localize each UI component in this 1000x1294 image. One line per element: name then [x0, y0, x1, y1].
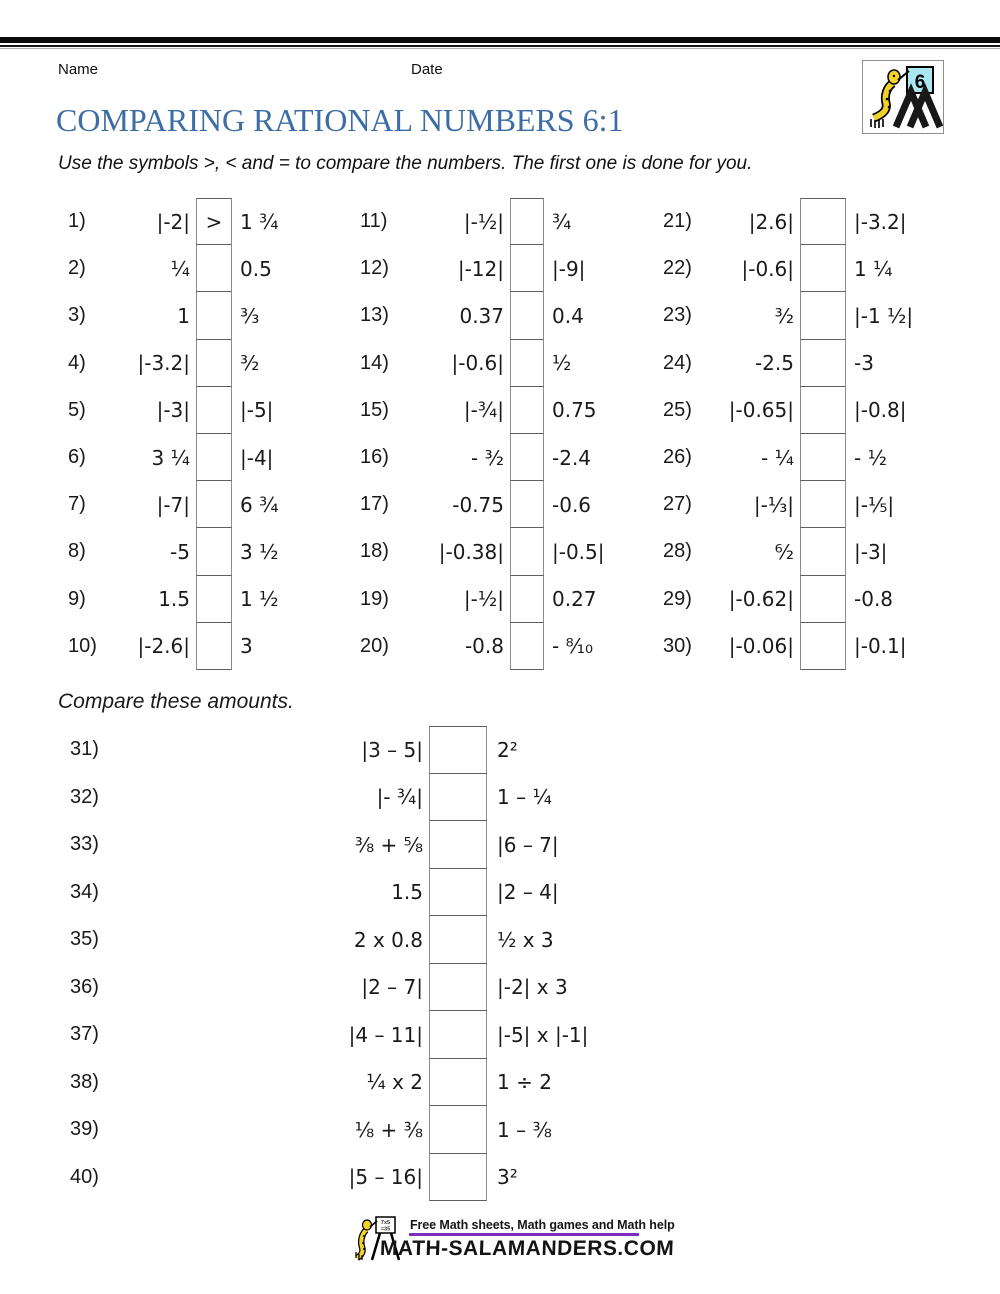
answer-box[interactable] — [196, 528, 232, 575]
problem-number: 28) — [663, 540, 692, 563]
problem-number: 18) — [360, 540, 389, 563]
left-value: |2.6| — [748, 209, 794, 234]
answer-box[interactable] — [800, 340, 846, 387]
problem-row — [70, 964, 588, 1012]
left-value: -5 — [170, 539, 190, 564]
problem-row — [360, 292, 605, 339]
answer-box[interactable] — [196, 434, 232, 481]
problem-number: 4) — [68, 351, 86, 374]
answer-box[interactable] — [800, 292, 846, 339]
answer-box[interactable] — [800, 528, 846, 575]
left-value: |-½| — [463, 209, 504, 234]
problem-row — [68, 623, 278, 670]
problem-number: 21) — [663, 210, 692, 233]
answer-box[interactable] — [800, 434, 846, 481]
problem-number: 32) — [70, 785, 99, 808]
answer-box[interactable] — [429, 726, 487, 774]
right-value: |-¹⁄₅| — [854, 492, 895, 517]
problem-row — [663, 340, 913, 387]
right-value: |-3.2| — [854, 209, 907, 234]
problem-number: 19) — [360, 587, 389, 610]
left-value: |-½| — [463, 587, 504, 612]
right-value: ³⁄₂ — [240, 351, 260, 376]
right-value: |-0.5| — [552, 539, 605, 564]
problem-number: 34) — [70, 880, 99, 903]
left-value: |-0.38| — [438, 539, 504, 564]
salamander-logo-icon — [863, 61, 943, 133]
problems-column-3 — [663, 198, 913, 670]
problem-row — [70, 1011, 588, 1059]
top-rule-thick — [0, 37, 1000, 43]
right-value: 2² — [497, 737, 518, 762]
problem-row — [68, 387, 278, 434]
answer-box[interactable] — [510, 434, 544, 481]
problem-number: 40) — [70, 1165, 99, 1188]
answer-box[interactable] — [510, 292, 544, 339]
left-value: ⁶⁄₂ — [774, 539, 794, 564]
problem-row — [663, 623, 913, 670]
problem-row — [360, 340, 605, 387]
right-value: |-9| — [552, 256, 586, 281]
date-label: Date — [411, 61, 443, 78]
answer-box[interactable] — [196, 623, 232, 670]
problem-number: 17) — [360, 493, 389, 516]
right-value: ³⁄₃ — [240, 303, 260, 328]
problem-number: 31) — [70, 738, 99, 761]
problem-number: 7) — [68, 493, 86, 516]
left-value: ¼ — [170, 256, 190, 281]
right-value: 3² — [497, 1165, 518, 1190]
problem-row — [70, 916, 588, 964]
problem-number: 29) — [663, 587, 692, 610]
problem-number: 6) — [68, 446, 86, 469]
right-value: - ⁸⁄₁₀ — [552, 634, 593, 659]
problem-number: 26) — [663, 446, 692, 469]
answer-box[interactable] — [510, 528, 544, 575]
right-value: 1 ¼ — [854, 256, 893, 281]
right-value: |-2| x 3 — [497, 975, 568, 1000]
whiteboard-line2: =35 — [380, 1226, 391, 1233]
right-value: |-1 ½| — [854, 303, 914, 328]
problem-row — [360, 528, 605, 575]
problem-number: 1) — [68, 210, 86, 233]
problem-row — [663, 576, 913, 623]
problem-row — [68, 528, 278, 575]
footer-wordmark: MATH-SALAMANDERS.COM — [379, 1237, 675, 1260]
right-value: |-0.1| — [854, 634, 907, 659]
right-value: 0.27 — [552, 587, 597, 612]
answer-box[interactable] — [429, 1011, 487, 1059]
right-value: ¾ — [552, 209, 572, 234]
left-value: |-12| — [457, 256, 504, 281]
left-value: ³⁄₈ + ⁵⁄₈ — [354, 832, 423, 857]
left-value: 1.5 — [391, 880, 423, 905]
left-value: |-0.62| — [728, 587, 794, 612]
left-value: 1 — [177, 303, 190, 328]
answer-box[interactable] — [429, 821, 487, 869]
problem-row — [360, 576, 605, 623]
right-value: 3 ½ — [240, 539, 279, 564]
right-value: 0.5 — [240, 256, 272, 281]
answer-box[interactable] — [800, 387, 846, 434]
section-heading: Compare these amounts. — [58, 690, 294, 713]
answer-box[interactable] — [429, 1154, 487, 1202]
left-value: |4 – 11| — [348, 1022, 423, 1047]
problem-row — [663, 245, 913, 292]
left-value: 3 ¼ — [151, 445, 190, 470]
answer-box[interactable] — [800, 198, 846, 245]
left-value: - ³⁄₂ — [471, 445, 504, 470]
top-rule-hairline — [0, 48, 1000, 49]
answer-box[interactable] — [429, 1106, 487, 1154]
answer-box[interactable] — [510, 387, 544, 434]
right-value: ½ x 3 — [497, 927, 554, 952]
left-value: 2 x 0.8 — [353, 927, 423, 952]
answer-box[interactable] — [510, 340, 544, 387]
problem-number: 15) — [360, 398, 389, 421]
answer-box[interactable] — [429, 774, 487, 822]
answer-box[interactable] — [800, 576, 846, 623]
problem-row — [68, 292, 278, 339]
footer-tagline: Free Math sheets, Math games and Math help — [410, 1218, 675, 1232]
right-value: 0.75 — [552, 398, 597, 423]
answer-box[interactable] — [196, 576, 232, 623]
answer-box[interactable] — [800, 623, 846, 670]
top-rule-thin — [0, 45, 1000, 47]
left-value: |-0.6| — [741, 256, 794, 281]
right-value: 0.4 — [552, 303, 584, 328]
left-value: -0.8 — [464, 634, 504, 659]
problem-number: 30) — [663, 634, 692, 657]
left-value: |-3| — [156, 398, 190, 423]
right-value: ½ — [552, 351, 572, 376]
left-value: 1.5 — [158, 587, 190, 612]
right-value: 1 ½ — [240, 587, 279, 612]
footer-purple-rule — [409, 1233, 639, 1236]
answer-box[interactable] — [196, 481, 232, 528]
problem-row — [360, 434, 605, 481]
problem-number: 20) — [360, 634, 389, 657]
problem-number: 13) — [360, 304, 389, 327]
problems-column-2 — [360, 198, 605, 670]
problem-row — [663, 198, 913, 245]
right-value: 6 ¾ — [240, 492, 279, 517]
problem-number: 5) — [68, 398, 86, 421]
problem-number: 9) — [68, 587, 86, 610]
answer-box[interactable] — [429, 916, 487, 964]
problem-number: 22) — [663, 257, 692, 280]
problem-number: 37) — [70, 1023, 99, 1046]
left-value: |-2| — [156, 209, 190, 234]
right-value: - ½ — [854, 445, 887, 470]
left-value: ¼ x 2 — [366, 1070, 423, 1095]
left-value: -0.75 — [452, 492, 504, 517]
right-value: |-5| — [240, 398, 274, 423]
right-value: -3 — [854, 351, 874, 376]
answer-box[interactable] — [510, 245, 544, 292]
problem-row — [70, 726, 588, 774]
problem-number: 14) — [360, 351, 389, 374]
problem-number: 35) — [70, 928, 99, 951]
problem-row — [68, 198, 278, 245]
salamander-logo — [862, 60, 944, 134]
answer-box[interactable] — [429, 869, 487, 917]
problems-column-1 — [68, 198, 278, 670]
left-value: ⅛ + ⅜ — [354, 1117, 423, 1142]
left-value: - ¼ — [761, 445, 794, 470]
problem-row — [360, 387, 605, 434]
answer-box[interactable] — [800, 245, 846, 292]
right-value: |2 – 4| — [497, 880, 559, 905]
answer-box[interactable] — [196, 340, 232, 387]
problem-row — [68, 481, 278, 528]
left-value: |-¾| — [463, 398, 504, 423]
problem-row — [70, 1154, 588, 1202]
left-value: |-3.2| — [137, 351, 190, 376]
answer-box[interactable] — [800, 481, 846, 528]
problem-row — [360, 245, 605, 292]
right-value: |-4| — [240, 445, 274, 470]
problem-row — [68, 340, 278, 387]
problem-row — [663, 387, 913, 434]
problem-number: 25) — [663, 398, 692, 421]
problem-row — [663, 528, 913, 575]
problem-number: 2) — [68, 257, 86, 280]
problem-number: 16) — [360, 446, 389, 469]
problem-number: 3) — [68, 304, 86, 327]
answer-box[interactable]: > — [196, 198, 232, 245]
right-value: 1 – ⅜ — [497, 1117, 552, 1142]
name-label: Name — [58, 61, 99, 78]
problem-number: 36) — [70, 975, 99, 998]
left-value: |-0.65| — [728, 398, 794, 423]
answer-box[interactable] — [510, 481, 544, 528]
answer-box[interactable] — [510, 576, 544, 623]
problem-number: 10) — [68, 634, 97, 657]
right-value: |-5| x |-1| — [497, 1022, 589, 1047]
problem-number: 27) — [663, 493, 692, 516]
answer-box[interactable] — [429, 964, 487, 1012]
problem-row — [68, 434, 278, 481]
problem-number: 8) — [68, 540, 86, 563]
problem-row — [360, 198, 605, 245]
problem-number: 23) — [663, 304, 692, 327]
problem-number: 24) — [663, 351, 692, 374]
instruction-text: Use the symbols >, < and = to compare the numbers. The first one is done for you. — [58, 153, 753, 174]
answer-box[interactable] — [196, 292, 232, 339]
problem-number: 11) — [360, 210, 388, 233]
right-value: 1 ÷ 2 — [497, 1070, 552, 1095]
problem-row — [70, 774, 588, 822]
problem-row — [70, 1059, 588, 1107]
right-value: 1 – ¼ — [497, 785, 552, 810]
whiteboard-line1: 7x5 — [380, 1220, 391, 1226]
left-value: ³⁄₂ — [774, 303, 794, 328]
left-value: |-7| — [156, 492, 190, 517]
problem-row — [70, 821, 588, 869]
problem-row — [70, 869, 588, 917]
answer-box[interactable] — [196, 245, 232, 292]
left-value: |-2.6| — [137, 634, 190, 659]
answer-box[interactable] — [510, 198, 544, 245]
problem-row — [663, 481, 913, 528]
answer-box[interactable] — [429, 1059, 487, 1107]
left-value: |-¹⁄₃| — [753, 492, 794, 517]
problem-number: 12) — [360, 257, 389, 280]
problem-row — [68, 576, 278, 623]
problem-number: 38) — [70, 1070, 99, 1093]
right-value: -0.8 — [854, 587, 894, 612]
problem-row — [360, 623, 605, 670]
left-value: |5 – 16| — [348, 1165, 423, 1190]
left-value: |2 – 7| — [361, 975, 423, 1000]
right-value: -2.4 — [552, 445, 592, 470]
left-value: 0.37 — [459, 303, 504, 328]
right-value: -0.6 — [552, 492, 592, 517]
problem-row — [663, 292, 913, 339]
left-value: |3 – 5| — [361, 737, 423, 762]
left-value: |-0.6| — [451, 351, 504, 376]
left-value: |- ¾| — [376, 785, 423, 810]
left-value: -2.5 — [754, 351, 794, 376]
right-value: |6 – 7| — [497, 832, 559, 857]
right-value: |-0.8| — [854, 398, 907, 423]
answer-box[interactable] — [510, 623, 544, 670]
level-badge-number: 6 — [914, 72, 926, 93]
problem-row — [70, 1106, 588, 1154]
compare-amounts-section — [70, 726, 588, 1201]
answer-box[interactable] — [196, 387, 232, 434]
right-value: 1 ¾ — [240, 209, 279, 234]
salamander-head — [363, 1220, 372, 1230]
right-value: 3 — [240, 634, 253, 659]
problem-row — [68, 245, 278, 292]
page-title: COMPARING RATIONAL NUMBERS 6:1 — [56, 102, 624, 138]
problem-number: 33) — [70, 833, 99, 856]
problem-row — [663, 434, 913, 481]
right-value: |-3| — [854, 539, 888, 564]
problem-number: 39) — [70, 1118, 99, 1141]
problem-row — [360, 481, 605, 528]
left-value: |-0.06| — [728, 634, 794, 659]
